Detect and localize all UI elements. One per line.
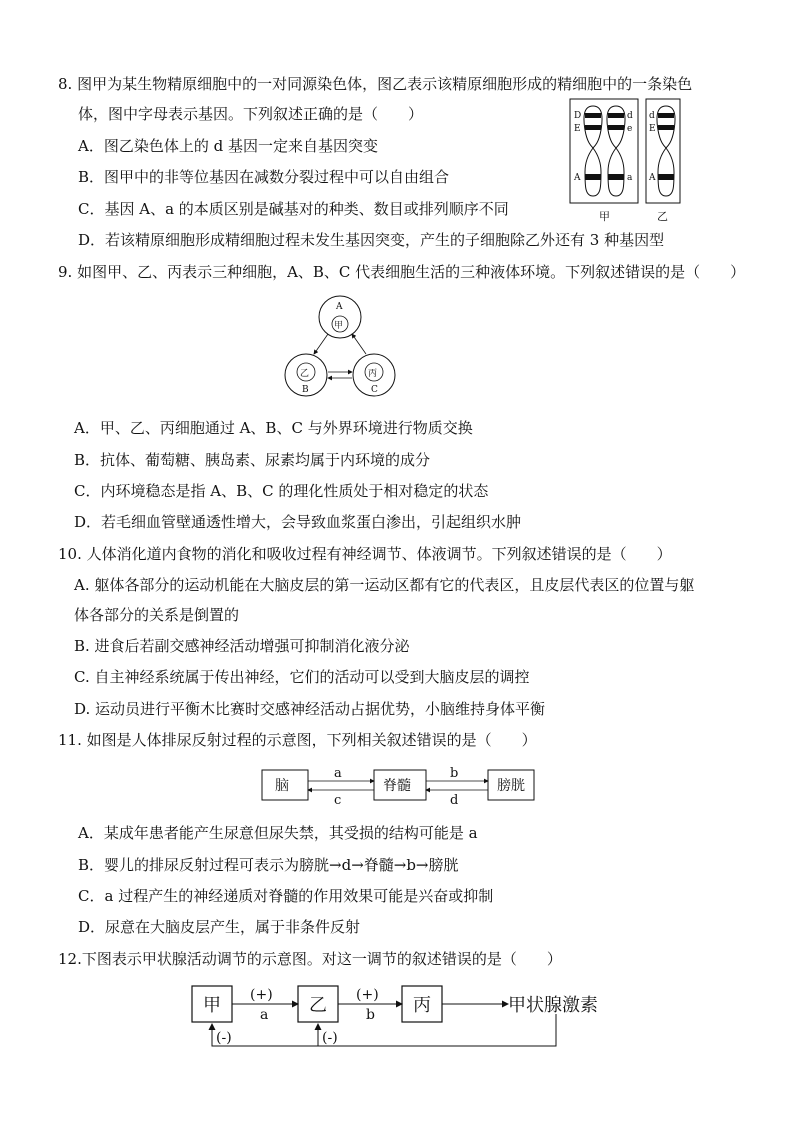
label-yi: 乙 bbox=[657, 210, 668, 223]
q11-option-c: C．a 过程产生的神经递质对脊髓的作用效果可能是兴奋或抑制 bbox=[78, 887, 494, 905]
q10-option-d: D. 运动员进行平衡木比赛时交感神经活动占据优势，小脑维持身体平衡 bbox=[74, 700, 546, 718]
q8-option-c: C．基因 A、a 的本质区别是碱基对的种类、数目或排列顺序不同 bbox=[78, 200, 509, 218]
q11-option-d: D．尿意在大脑皮层产生，属于非条件反射 bbox=[78, 918, 361, 936]
yi-gene-E: E bbox=[649, 124, 656, 134]
q9-cell-figure bbox=[278, 292, 410, 410]
q11-option-a: A．某成年患者能产生尿意但尿失禁，其受损的结构可能是 a bbox=[78, 824, 478, 842]
q8-stem-line1: 8. 图甲为某生物精原细胞中的一对同源染色体，图乙表示该精原细胞形成的精细胞中的一条染色 bbox=[58, 75, 693, 93]
jia-left-chromosome bbox=[584, 106, 602, 196]
env-A: A bbox=[336, 302, 343, 312]
q8-option-a: A．图乙染色体上的 d 基因一定来自基因突变 bbox=[78, 137, 378, 155]
q9-option-c: C．内环境稳态是指 A、B、C 的理化性质处于相对稳定的状态 bbox=[74, 482, 489, 500]
env-C: C bbox=[371, 385, 378, 395]
env-B: B bbox=[302, 385, 309, 395]
path-c: c bbox=[334, 793, 342, 808]
q8-option-d: D．若该精原细胞形成精细胞过程未发生基因突变，产生的子细胞除乙外还有 3 种基因型 bbox=[78, 231, 665, 249]
box-yi: 乙 bbox=[309, 995, 327, 1016]
box-jia: 甲 bbox=[203, 995, 221, 1016]
label-a: a bbox=[260, 1007, 269, 1023]
box-bing: 丙 bbox=[413, 995, 431, 1016]
q10-option-b: B. 进食后若副交感神经活动增强可抑制消化液分泌 bbox=[74, 637, 410, 655]
box-bladder: 膀胱 bbox=[497, 778, 525, 794]
q9-option-b: B．抗体、葡萄糖、胰岛素、尿素均属于内环境的成分 bbox=[74, 451, 431, 469]
path-a: a bbox=[334, 766, 342, 781]
q11-option-b: B．婴儿的排尿反射过程可表示为膀胱→d→脊髓→b→膀胱 bbox=[78, 856, 459, 874]
cell-jia: 甲 bbox=[334, 321, 344, 331]
gene-a: a bbox=[627, 173, 633, 183]
yi-gene-A: A bbox=[649, 173, 656, 183]
path-b: b bbox=[450, 766, 459, 781]
q10-stem: 10. 人体消化道内食物的消化和吸收过程有神经调节、体液调节。下列叙述错误的是（ ） bbox=[58, 545, 672, 563]
plus-a: (+) bbox=[250, 987, 273, 1003]
q12-thyroid-figure bbox=[186, 980, 636, 1052]
minus-jia: (-) bbox=[216, 1030, 232, 1046]
box-brain: 脑 bbox=[275, 778, 289, 794]
q10-option-a-line2: 体各部分的关系是倒置的 bbox=[74, 606, 240, 624]
gene-E: E bbox=[574, 124, 581, 134]
label-jia: 甲 bbox=[599, 210, 610, 223]
q11-reflex-figure bbox=[258, 762, 538, 808]
q8-option-b: B．图甲中的非等位基因在减数分裂过程中可以自由组合 bbox=[78, 168, 450, 186]
cell-bing: 丙 bbox=[368, 369, 378, 379]
q9-stem: 9. 如图甲、乙、丙表示三种细胞，A、B、C 代表细胞生活的三种液体环境。下列叙述错误的是（ ） bbox=[58, 263, 746, 281]
thyroid-hormone-label: 甲状腺激素 bbox=[508, 995, 598, 1016]
box-spine: 脊髓 bbox=[383, 778, 411, 794]
yi-gene-d: d bbox=[649, 111, 655, 121]
path-d: d bbox=[450, 793, 459, 808]
cell-yi: 乙 bbox=[300, 369, 310, 379]
gene-e: e bbox=[627, 124, 633, 134]
label-b: b bbox=[366, 1007, 375, 1023]
q10-option-c: C. 自主神经系统属于传出神经，它们的活动可以受到大脑皮层的调控 bbox=[74, 668, 530, 686]
yi-chromosome bbox=[657, 106, 675, 196]
gene-D: D bbox=[574, 111, 582, 121]
plus-b: (+) bbox=[356, 987, 379, 1003]
q9-option-d: D．若毛细血管壁通透性增大，会导致血浆蛋白渗出，引起组织水肿 bbox=[74, 513, 522, 531]
gene-d: d bbox=[627, 111, 633, 121]
q12-stem: 12.下图表示甲状腺活动调节的示意图。对这一调节的叙述错误的是（ ） bbox=[58, 950, 562, 968]
q10-option-a-line1: A. 躯体各部分的运动机能在大脑皮层的第一运动区都有它的代表区，且皮层代表区的位置与躯 bbox=[74, 576, 695, 594]
q9-option-a: A．甲、乙、丙细胞通过 A、B、C 与外界环境进行物质交换 bbox=[74, 419, 473, 437]
q11-stem: 11. 如图是人体排尿反射过程的示意图，下列相关叙述错误的是（ ） bbox=[58, 731, 537, 749]
gene-A: A bbox=[574, 173, 581, 183]
minus-yi: (-) bbox=[322, 1030, 338, 1046]
q8-chromosome-figure bbox=[566, 98, 684, 226]
q8-stem-line2: 体，图中字母表示基因。下列叙述正确的是（ ） bbox=[78, 105, 424, 123]
jia-right-chromosome bbox=[607, 106, 625, 196]
